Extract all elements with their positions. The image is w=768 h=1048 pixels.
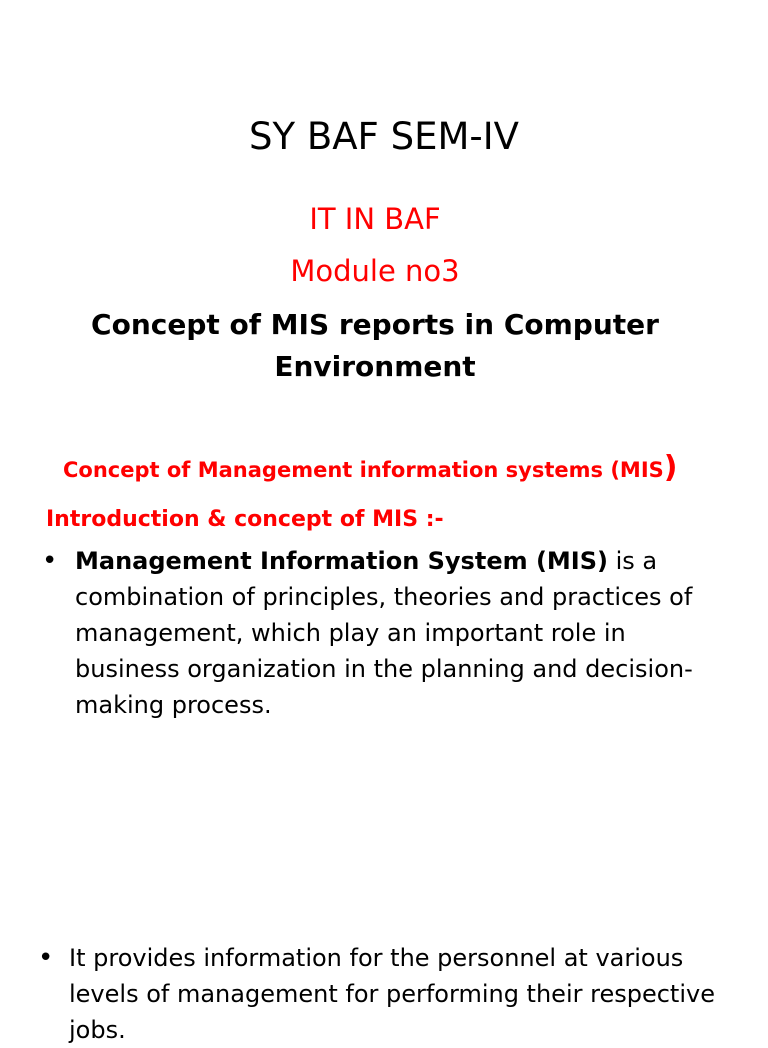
bullet-body: is a combination of principles, theories and practices of management, which play an important role in business organization in the planning and decision-making process. [75,547,693,719]
section-heading-paren: ) [663,450,678,485]
slide-title: SY BAF SEM-IV [249,115,519,158]
subject-heading: IT IN BAF [309,202,441,236]
bullet-text [75,543,725,723]
bullet-marker: • [42,546,58,576]
bullet-item-2 [38,940,738,1044]
bullet-bold-term: Management Information System (MIS) [75,547,608,575]
bullet-marker: • [38,943,54,973]
section-heading-text: Concept of Management information systems (MIS [63,458,664,482]
module-heading: Module no3 [290,254,460,288]
intro-heading: Introduction & concept of MIS :- [46,507,444,532]
bullet-item-1 [42,543,732,733]
bullet-text: It provides information for the personnel at various levels of management for performing their respective jobs. [69,944,715,1044]
section-heading [63,451,678,487]
main-heading: Concept of MIS reports in Computer Environment [91,308,659,383]
